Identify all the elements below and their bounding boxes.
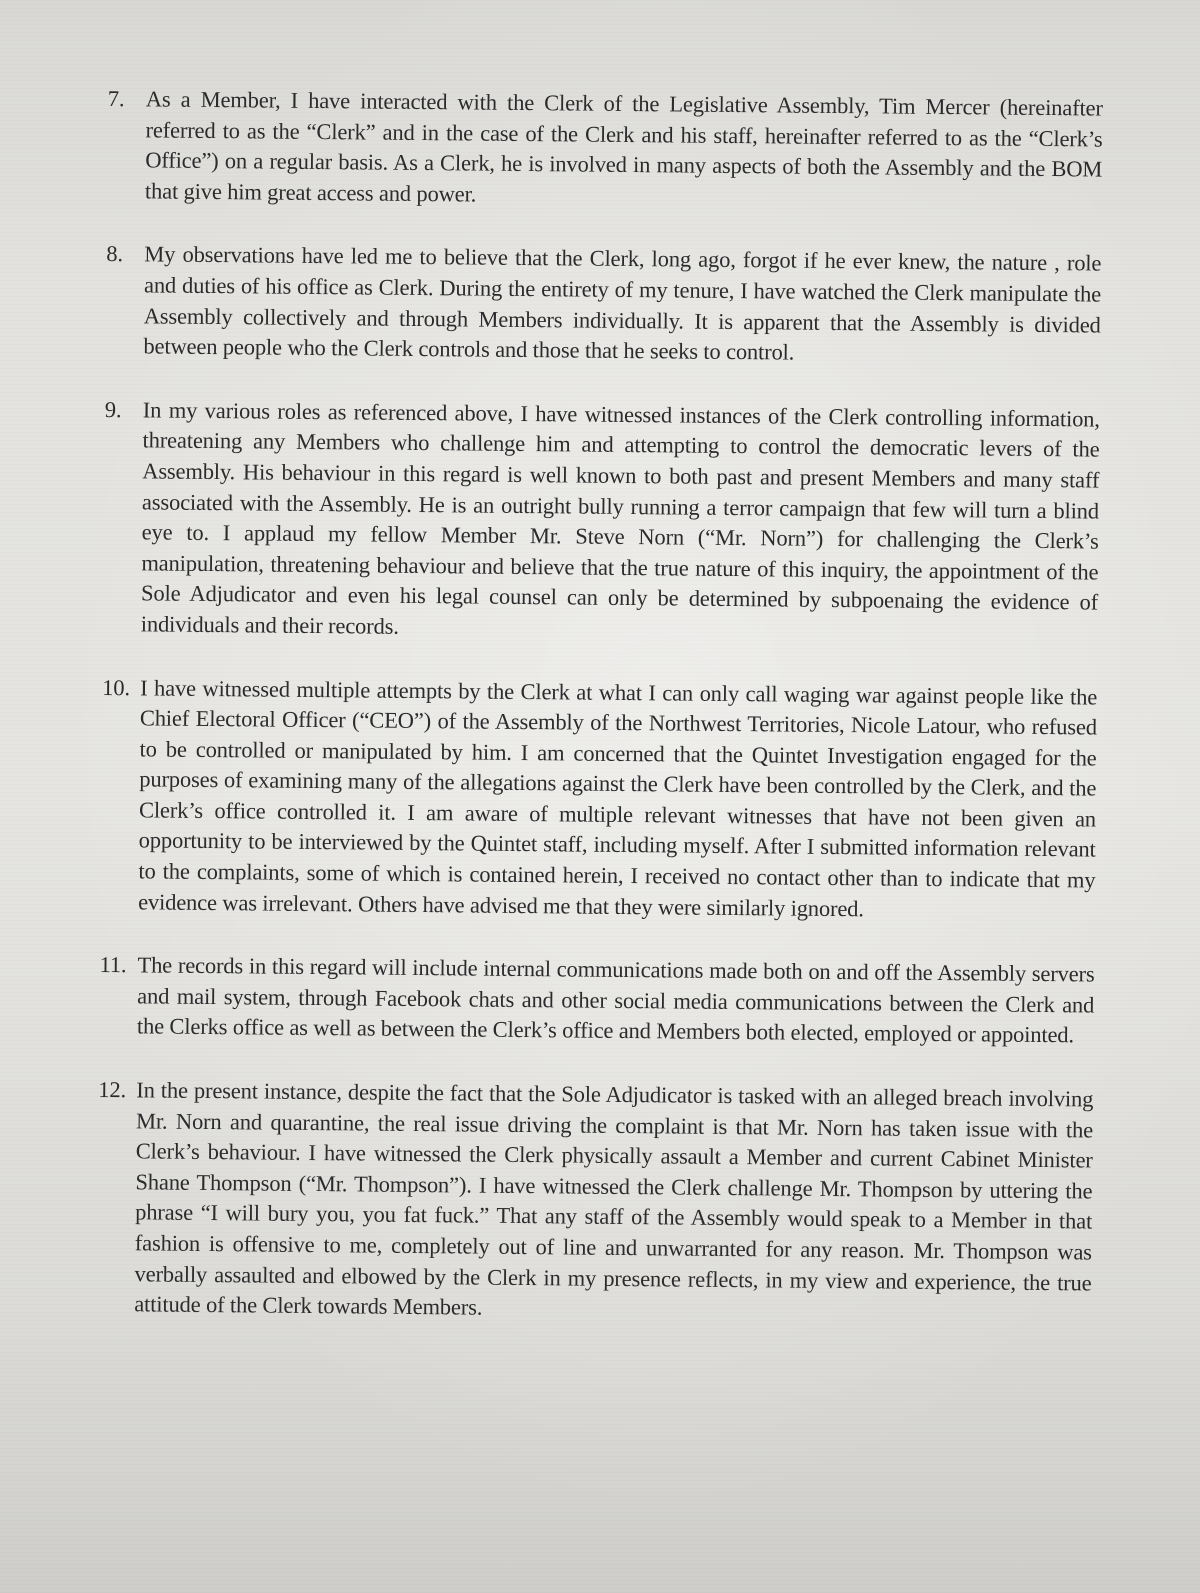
paragraph-text: In the present instance, despite the fact that the Sole Adjudicator is tasked with an alleged breach involving Mr. Norn and quarantine, the real issue driving the complaint is that Mr. Norn has taken issue with the Clerk’s behaviour. I have witnessed the Clerk physically assault a Member and current Cabinet Minister Shane Thompson (“Mr. Thompson”). I have witnessed the Clerk challenge Mr. Thompson by uttering the phrase “I will bury you, you fat fuck.” That any staff of the Assembly would speak to a Member in that fashion is offensive to me, completely out of line and unwarranted for any reason. Mr. Thompson was verbally assaulted and elbowed by the Clerk in my presence reflects, in my view and experience, the true attitude of the Clerk towards Members. (134, 1077, 1094, 1320)
paragraph-11 (99, 950, 1095, 1051)
paragraph-text: I have witnessed multiple attempts by the Clerk at what I can only call waging war against people like the Chief Electoral Officer (“CEO”) of the Assembly of the Northwest Territories, Nicole Latour, who refused to be controlled or manipulated by him. I am concerned that the Quintet Investigation engaged for the purposes of examining many of the allegations against the Clerk have been controlled by the Clerk, and the Clerk’s office controlled it. I am aware of multiple relevant witnesses that have not been given an opportunity to be interviewed by the Quintet staff, including myself. After I submitted information relevant to the complaints, some of which is contained herein, I received no contact other than to indicate that my evidence was irrelevant. Others have advised me that they were similarly ignored. (138, 674, 1098, 921)
paragraph-text: The records in this regard will include internal communications made both on and off the Assembly servers and mail system, through Facebook chats and other social media communications between the Clerk and the Clerks office as well as between the Clerk’s office and Members both elected, employed or appointed. (136, 952, 1095, 1048)
paragraph-text: As a Member, I have interacted with the Clerk of the Legislative Assembly, Tim Mercer (hereinafter referred to as the “Clerk” and in the case of the Clerk and his staff, hereinafter referred to as the “Clerk’s Office”) on a regular basis. As a Clerk, he is involved in many aspects of both the Assembly and the BOM that give him great access and power. (144, 86, 1103, 207)
paragraph-text: My observations have led me to believe that the Clerk, long ago, forgot if he ever knew, the nature , role and duties of his office as Clerk. During the entirety of my tenure, I have watched the Clerk manipulate the Assembly collectively and through Members individually. It is apparent that the Assembly is divided between people who the Clerk controls and those that he seeks to control. (143, 241, 1102, 365)
paragraph-number: 10. (102, 674, 131, 700)
paragraph-7 (107, 84, 1103, 216)
paragraph-text: In my various roles as referenced above, I have witnessed instances of the Clerk controlling information, threatening any Members who challenge him and attempting to control the democratic levers of the Assembly. His behaviour in this regard is well known to both past and present Members and many staff associated with the Assembly. He is an outright bully running a terror campaign that few will turn a blind eye to. I applaud my fellow Member Mr. Steve Norn (“Mr. Norn”) for challenging the Clerk’s manipulation, threatening behaviour and believe that the true nature of this inquiry, the appointment of the Sole Adjudicator and even his legal counsel can only be determined by subpoenaing the evidence of individuals and their records. (140, 397, 1100, 639)
paragraph-9 (103, 395, 1100, 649)
paragraph-number: 11. (99, 952, 127, 978)
paragraph-number: 9. (104, 396, 122, 422)
paragraph-number: 12. (98, 1076, 127, 1103)
paragraph-12 (96, 1075, 1093, 1329)
paragraph-10 (100, 672, 1097, 926)
paragraph-8 (105, 239, 1101, 371)
document-body (96, 84, 1103, 1362)
paragraph-number: 8. (106, 241, 124, 267)
paragraph-number: 7. (107, 85, 125, 112)
